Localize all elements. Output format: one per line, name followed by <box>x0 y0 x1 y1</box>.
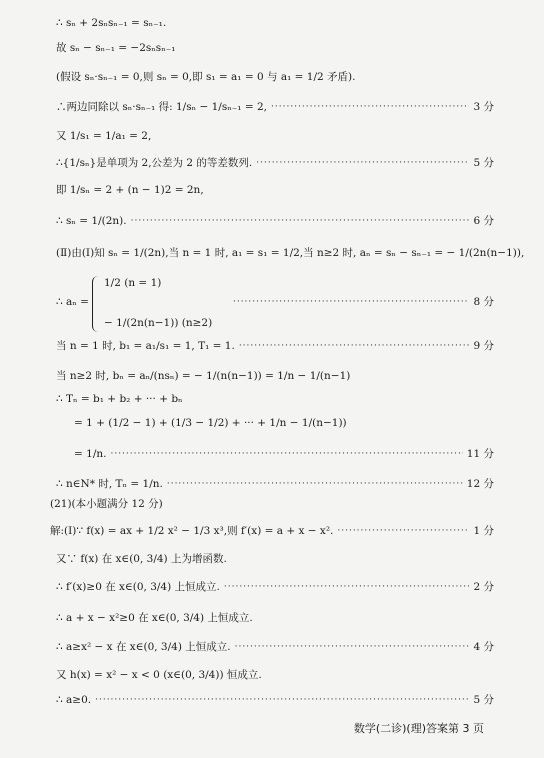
dot-leader <box>110 447 462 461</box>
dot-leader <box>167 477 463 491</box>
line-text: 故 sₙ − sₙ₋₁ = −2sₙsₙ₋₁ <box>56 42 176 54</box>
score-mark: 9 分 <box>473 340 494 352</box>
line-23 <box>56 611 494 625</box>
line-text: = 1 + (1/2 − 1) + (1/3 − 1/2) + ··· + 1/n − 1/(n−1)) <box>74 417 347 429</box>
score-mark: 4 分 <box>473 641 494 653</box>
score-mark: 2 分 <box>473 581 494 593</box>
line-22 <box>56 580 494 594</box>
dot-leader <box>235 640 470 654</box>
line-13 <box>56 339 494 353</box>
dot-leader <box>224 580 470 594</box>
line-24 <box>56 640 494 654</box>
score-mark: 8 分 <box>473 296 494 308</box>
line-text: ∴ a + x − x²≥0 在 x∈(0, 3/4) 上恒成立. <box>56 612 253 624</box>
line-18 <box>56 477 494 491</box>
line-7 <box>56 183 494 197</box>
line-4 <box>56 100 494 114</box>
line-text: (假设 sₙ·sₙ₋₁ = 0,则 sₙ = 0,即 s₁ = a₁ = 0 与 a₁ = 1/2 矛盾). <box>56 71 356 83</box>
line-16 <box>74 416 494 430</box>
dot-leader <box>337 524 469 538</box>
line-text: 又 h(x) = x² − x < 0 (x∈(0, 3/4)) 恒成立. <box>56 669 262 681</box>
line-text: 即 1/sₙ = 2 + (n − 1)2 = 2n, <box>56 184 204 196</box>
line-text: (21)(本小题满分 12 分) <box>50 498 163 510</box>
line-text: 1/2 (n = 1) <box>104 277 162 289</box>
score-mark: 5 分 <box>473 157 494 169</box>
line-text: 当 n≥2 时, bₙ = aₙ/(nsₙ) = − 1/(n(n−1)) = 1/n − 1/(n−1) <box>56 370 351 382</box>
line-text: ∴ Tₙ = b₁ + b₂ + ··· + bₙ <box>56 393 183 405</box>
line-text: ∴ f′(x)≥0 在 x∈(0, 3/4) 上恒成立. <box>56 581 220 593</box>
line-12 <box>104 316 494 330</box>
line-text: − 1/(2n(n−1)) (n≥2) <box>104 317 213 329</box>
dot-leader <box>239 339 470 353</box>
score-mark: 6 分 <box>473 215 494 227</box>
line-6 <box>56 156 494 170</box>
dot-leader <box>256 156 469 170</box>
line-25 <box>56 668 494 682</box>
line-text: ∴ a≥0. <box>56 694 92 706</box>
dot-leader <box>131 214 470 228</box>
line-text: 又 1/s₁ = 1/a₁ = 2, <box>56 130 152 142</box>
line-15 <box>56 392 494 406</box>
line-text: 当 n = 1 时, b₁ = a₁/s₁ = 1, T₁ = 1. <box>56 340 235 352</box>
score-mark: 3 分 <box>473 101 494 113</box>
dot-leader <box>95 693 469 707</box>
page-footer: 数学(二诊)(理)答案第 3 页 <box>353 722 484 735</box>
line-10 <box>104 276 494 290</box>
score-mark: 11 分 <box>466 448 494 460</box>
line-20 <box>50 524 494 538</box>
line-text: (Ⅱ)由(Ⅰ)知 sₙ = 1/(2n),当 n = 1 时, a₁ = s₁ = 1/2,当 n≥2 时, aₙ = sₙ − sₙ₋₁ = − 1/(2n(n−1)), <box>56 247 525 259</box>
line-9 <box>56 246 525 260</box>
line-text: ∴ sₙ = 1/(2n). <box>56 215 127 227</box>
line-8 <box>56 214 494 228</box>
score-mark: 12 分 <box>466 478 494 490</box>
line-5 <box>56 129 494 143</box>
dot-leader <box>233 295 470 309</box>
line-text: = 1/n. <box>74 448 107 460</box>
line-text: ∴ sₙ + 2sₙsₙ₋₁ = sₙ₋₁. <box>56 17 167 29</box>
line-2 <box>56 41 494 55</box>
dot-leader <box>271 100 469 114</box>
line-11 <box>56 295 494 309</box>
line-21 <box>56 552 494 566</box>
section-21-heading <box>50 497 494 511</box>
line-text: ∴{1/sₙ}是单项为 2,公差为 2 的等差数列. <box>56 157 253 169</box>
line-text: 解:(Ⅰ)∵ f(x) = ax + 1/2 x² − 1/3 x³,则 f′(x) = a + x − x². <box>50 525 334 537</box>
score-mark: 5 分 <box>473 694 494 706</box>
line-14 <box>56 369 494 383</box>
line-1 <box>56 16 494 30</box>
line-text: 又∵ f(x) 在 x∈(0, 3/4) 上为增函数. <box>56 553 227 565</box>
line-text: ∴ n∈N* 时, Tₙ = 1/n. <box>56 478 163 490</box>
line-26 <box>56 693 494 707</box>
line-3 <box>56 70 494 84</box>
score-mark: 1 分 <box>473 525 494 537</box>
line-text: ∴ aₙ = <box>56 296 89 308</box>
line-text: ∴两边同除以 sₙ·sₙ₋₁ 得: 1/sₙ − 1/sₙ₋₁ = 2, <box>56 101 268 113</box>
line-text: ∴ a≥x² − x 在 x∈(0, 3/4) 上恒成立. <box>56 641 231 653</box>
line-17 <box>74 447 494 461</box>
